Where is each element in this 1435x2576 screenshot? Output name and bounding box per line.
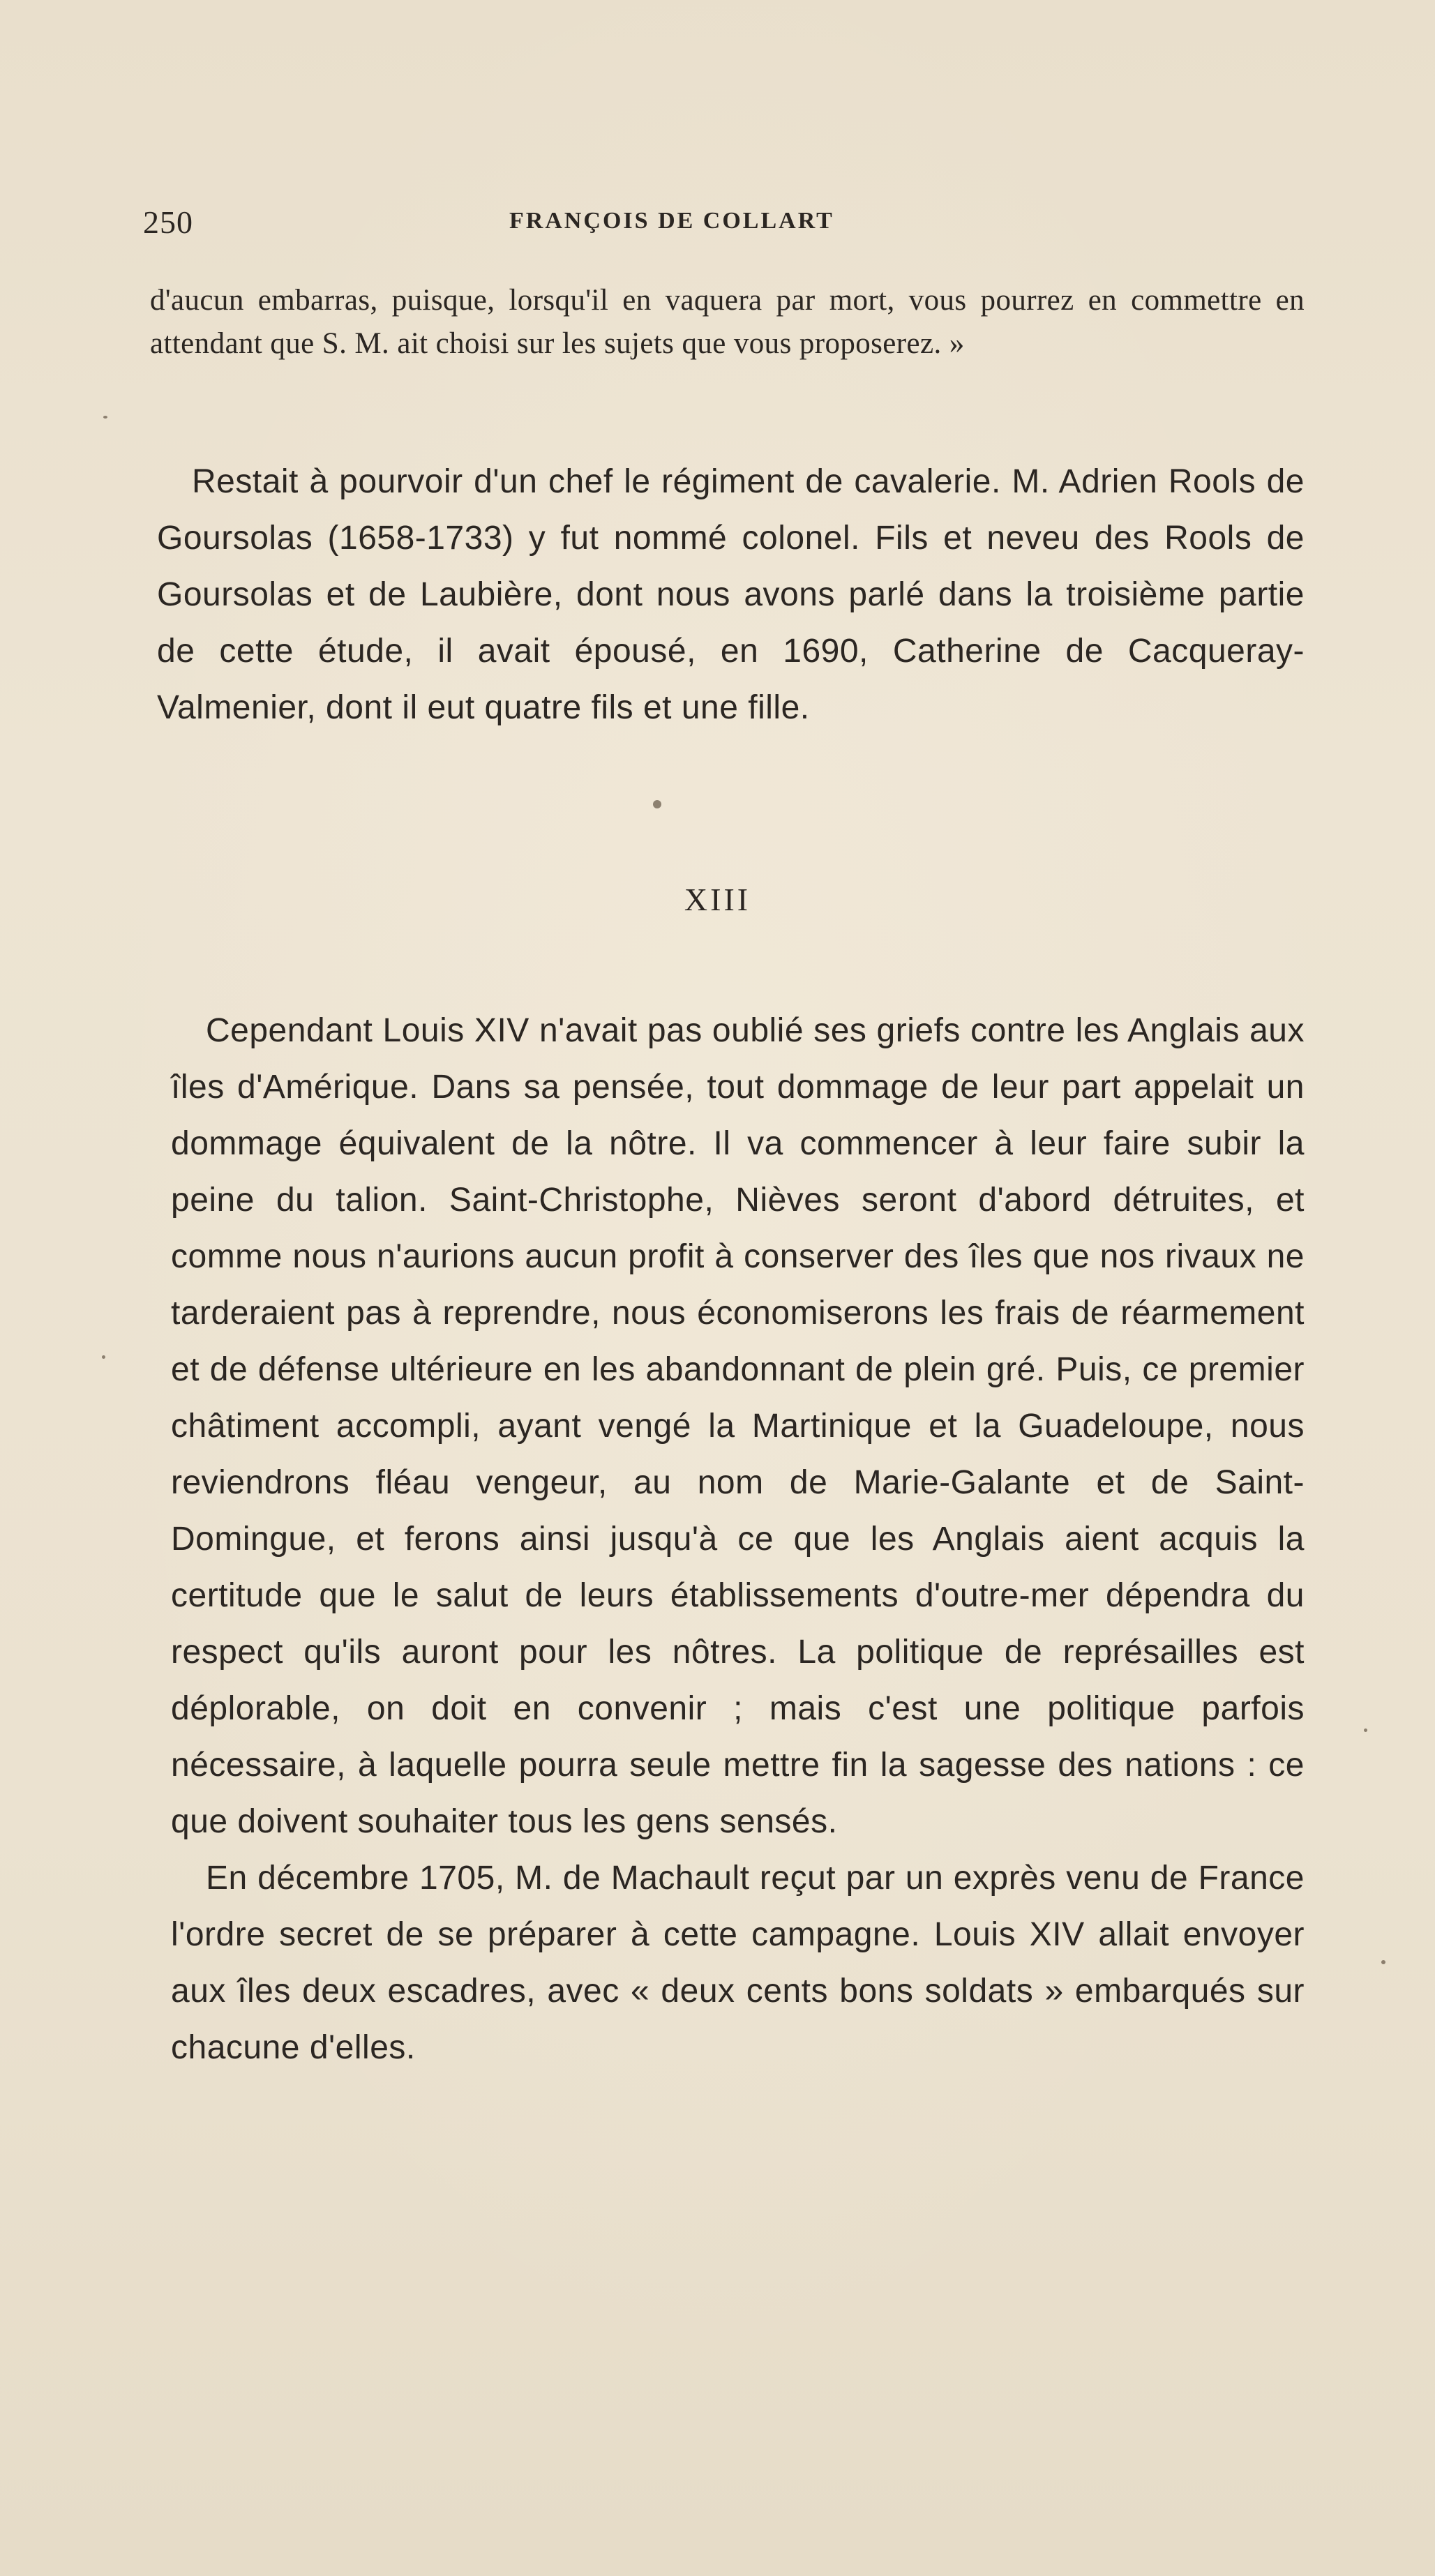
ink-speck — [103, 416, 107, 419]
paragraph-machault: En décembre 1705, M. de Machault reçut par un exprès venu de France l'ordre secret de se préparer à cette campagne. Louis XIV allait envoyer aux îles deux escadres, avec « deux cents bons soldats » embarqués sur chacune d'elles. — [171, 1860, 1305, 2066]
running-title: FRANÇOIS DE COLLART — [509, 208, 834, 234]
ink-speck — [653, 800, 661, 808]
paragraph-louis-xiv: Cependant Louis XIV n'avait pas oublié ses griefs contre les Anglais aux îles d'Amérique. Dans sa pensée, tout dommage de leur part appelait un dommage équivalent de la nôtre. Il va commencer à leur faire subir la peine du talion. Saint-Christophe, Nièves seront d'abord détruites, et comme nous n'aurions aucun profit à conserver des îles que nos rivaux ne tarderaient pas à reprendre, nous économiserons les frais de réarmement et de défense ultérieure en les abandonnant de plein gré. Puis, ce premier châtiment accompli, ayant vengé la Martinique et la Guadeloupe, nous reviendrons fléau vengeur, au nom de Marie-Galante et de Saint-Domingue, et ferons ainsi jusqu'à ce que les Anglais aient acquis la certitude que le salut de leurs établissements d'outre-mer dépendra du respect qu'ils auront pour les nôtres. La politique de représailles est déplorable, on doit en convenir ; mais c'est une politique parfois nécessaire, à laquelle pourra seule mettre fin la sagesse des nations : ce que doivent souhaiter tous les gens sensés. — [171, 1012, 1305, 1840]
text-block-regiment — [157, 453, 1305, 736]
section-heading: XIII — [684, 882, 751, 917]
page-header — [143, 204, 1305, 246]
letter-continuation: d'aucun embarras, puisque, lorsqu'il en vaquera par mort, vous pourrez en commettre en attendant que S. M. ait choisi sur les sujets que vous proposerez. » — [150, 284, 1305, 360]
ink-speck — [102, 1355, 105, 1359]
page-number: 250 — [143, 204, 193, 240]
paragraph-regiment: Restait à pourvoir d'un chef le régiment de cavalerie. M. Adrien Rools de Goursolas (1658-1733) y fut nommé colonel. Fils et neveu des Rools de Goursolas et de Laubière, dont nous avons parlé dans la troisième partie de cette étude, il avait épousé, en 1690, Catherine de Cacqueray-Valmenier, dont il eut quatre fils et une fille. — [157, 463, 1305, 726]
ink-speck — [1364, 1728, 1367, 1732]
ink-speck — [1381, 1960, 1385, 1964]
text-block-section-xiii — [171, 1002, 1305, 2076]
